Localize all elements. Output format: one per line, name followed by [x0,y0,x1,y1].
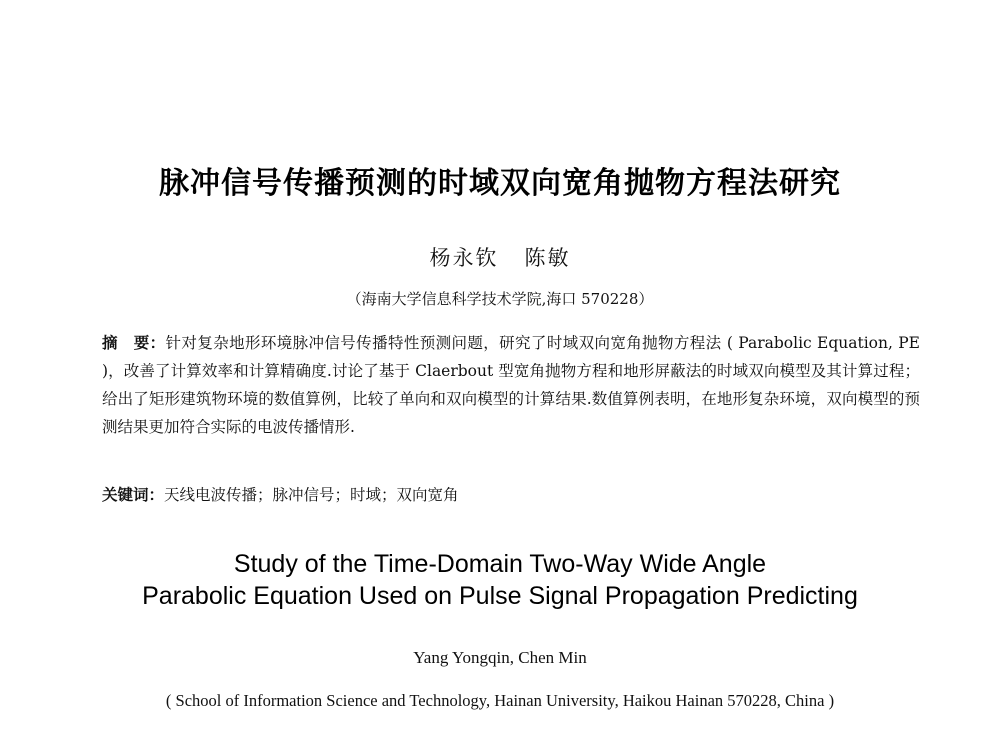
abstract-block [102,329,920,441]
paper-title-english [0,548,1000,612]
title-english-line: Study of the Time-Domain Two-Way Wide Angle [233,550,767,578]
keywords-block [102,483,459,505]
affiliation-english: ( School of Information Science and Technology, Hainan University, Haikou Hainan 570228, China ) [165,691,835,710]
abstract-text: 针对复杂地形环境脉冲信号传播特性预测问题，研究了时域双向宽角抛物方程法 ( Parabolic Equation, PE )，改善了计算效率和计算精确度.讨论了基于 Claerbout 型宽角抛物方程和地形屏蔽法的时域双向模型及其计算过程；给出了矩形建筑物环境的数值算例，比较了单向和双向模型的计算结果.数值算例表明，在地形复杂环境，双向模型的预测结果更加符合实际的电波传播情形. [102,334,920,436]
paper-title-chinese: 脉冲信号传播预测的时域双向宽角抛物方程法研究 [159,166,841,201]
author-name: 杨永钦 [429,246,499,270]
keywords-label: 关键词： [102,486,165,504]
abstract-label: 摘 要： [102,334,166,352]
authors-chinese [0,242,1000,272]
keywords-text: 天线电波传播；脉冲信号；时域；双向宽角 [164,486,459,504]
authors-english: Yang Yongqin, Chen Min [413,648,587,667]
affiliation-chinese: （海南大学信息科学技术学院,海口 570228） [346,290,654,308]
title-english-line: Parabolic Equation Used on Pulse Signal Propagation Predicting [142,582,858,610]
author-name: 陈敏 [524,246,571,270]
